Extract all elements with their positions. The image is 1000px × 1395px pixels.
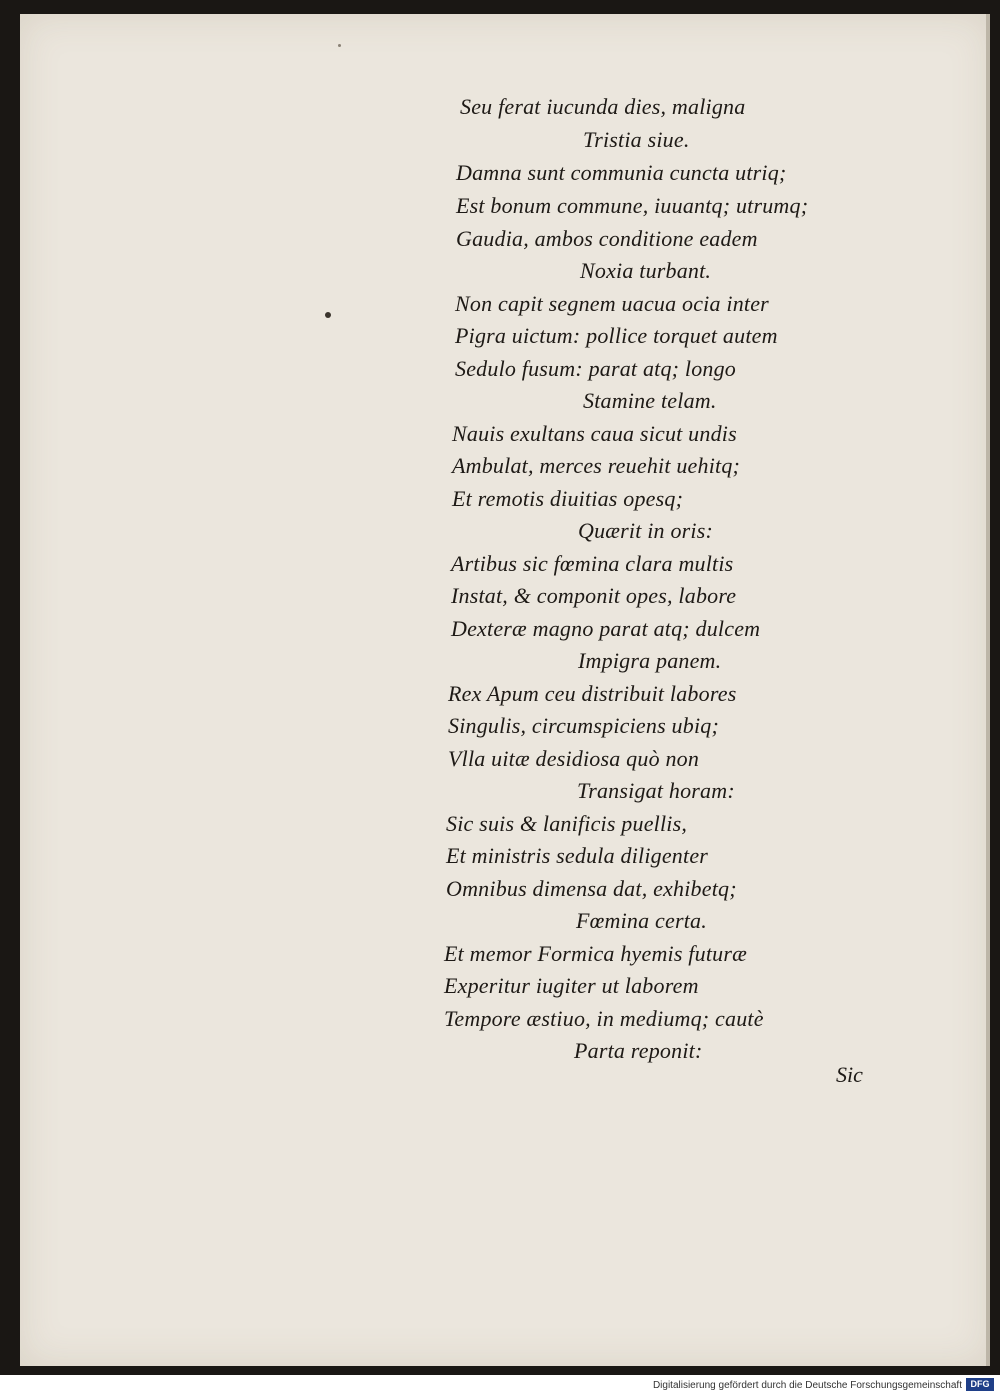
- verse-line: Parta reponit:: [574, 1038, 703, 1063]
- verse-line: Sic suis & lanificis puellis,: [446, 811, 688, 836]
- verse-line: Nauis exultans caua sicut undis: [452, 421, 737, 446]
- verse-line: Stamine telam.: [583, 388, 717, 413]
- verse-line: Tristia siue.: [583, 127, 690, 152]
- verse-line: Pigra uictum: pollice torquet autem: [455, 323, 778, 348]
- verse-line: Seu ferat iucunda dies, maligna: [460, 94, 746, 119]
- verse-line: Omnibus dimensa dat, exhibetq;: [446, 876, 737, 901]
- verse-line: Et ministris sedula diligenter: [446, 843, 709, 868]
- verse-line: Fœmina certa.: [576, 908, 707, 933]
- verse-line: Gaudia, ambos conditione eadem: [456, 226, 758, 251]
- verse-line: Quærit in oris:: [578, 518, 714, 543]
- verse-line: Vlla uitæ desidiosa quò non: [448, 746, 700, 771]
- verse-line: Ambulat, merces reuehit uehitq;: [452, 453, 741, 478]
- verse-line: Transigat horam:: [577, 778, 735, 803]
- page-edge: [986, 14, 990, 1366]
- footer-bar: [0, 1376, 1000, 1395]
- verse-line: Et memor Formica hyemis futuræ: [444, 941, 747, 966]
- funding-credit: Digitalisierung gefördert durch die Deutsche Forschungsgemeinschaft: [652, 1380, 962, 1391]
- verse-line: Impigra panem.: [578, 648, 722, 673]
- ink-speck: [338, 44, 341, 47]
- verse-line: Artibus sic fœmina clara multis: [451, 551, 734, 576]
- verse-line: Non capit segnem uacua ocia inter: [455, 291, 769, 316]
- verse-line: Tempore æstiuo, in mediumq; cautè: [444, 1006, 764, 1031]
- verse-line: Noxia turbant.: [580, 258, 712, 283]
- verse-line: Singulis, circumspiciens ubiq;: [448, 713, 719, 738]
- dfg-logo-icon: DFG: [966, 1378, 994, 1391]
- verse-line: Est bonum commune, iuuantq; utrumq;: [456, 193, 809, 218]
- verse-line: Damna sunt communia cuncta utriq;: [456, 160, 787, 185]
- verse-line: Dexteræ magno parat atq; dulcem: [451, 616, 761, 641]
- verse-line: Experitur iugiter ut laborem: [444, 973, 699, 998]
- ink-speck: [325, 312, 331, 318]
- verse-line: Et remotis diuitias opesq;: [452, 486, 684, 511]
- verse-line: Rex Apum ceu distribuit labores: [448, 681, 737, 706]
- verse-line: Instat, & componit opes, labore: [451, 583, 737, 608]
- verse-line: Sedulo fusum: parat atq; longo: [455, 356, 736, 381]
- catchword: Sic: [836, 1062, 863, 1087]
